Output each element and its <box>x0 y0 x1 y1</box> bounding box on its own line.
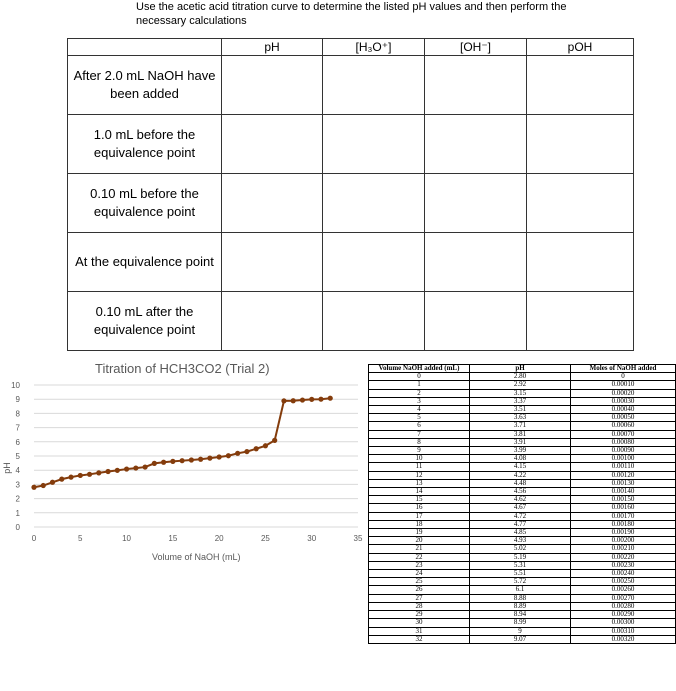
data-cell-ph: 3.63 <box>470 414 571 422</box>
data-point <box>235 451 240 456</box>
data-point <box>142 464 147 469</box>
data-cell-moles: 0.00020 <box>571 389 676 397</box>
data-cell-volume: 15 <box>369 496 470 504</box>
x-tick-label: 25 <box>260 534 270 543</box>
calc-cell-h3o[interactable] <box>323 292 425 351</box>
calc-cell-ph[interactable] <box>222 115 323 174</box>
calc-row <box>68 292 634 351</box>
y-tick-label: 7 <box>15 423 20 433</box>
data-cell-volume: 2 <box>369 389 470 397</box>
data-cell-volume: 17 <box>369 512 470 520</box>
data-point <box>59 477 64 482</box>
data-row <box>369 381 676 389</box>
data-point <box>170 459 175 464</box>
data-point <box>226 453 231 458</box>
data-point <box>105 469 110 474</box>
y-tick-label: 6 <box>15 437 20 447</box>
data-cell-volume: 19 <box>369 529 470 537</box>
data-point <box>189 457 194 462</box>
data-cell-ph: 8.94 <box>470 611 571 619</box>
data-cell-moles: 0.00150 <box>571 496 676 504</box>
calc-cell-poh[interactable] <box>527 292 634 351</box>
data-cell-moles: 0.00180 <box>571 520 676 528</box>
data-cell-volume: 7 <box>369 430 470 438</box>
data-cell-volume: 11 <box>369 463 470 471</box>
data-point <box>87 472 92 477</box>
y-tick-label: 1 <box>15 508 20 518</box>
calc-row-label: 0.10 mL after the equivalence point <box>68 292 222 351</box>
calculation-table <box>67 38 634 351</box>
calc-cell-h3o[interactable] <box>323 174 425 233</box>
data-row <box>369 545 676 553</box>
data-cell-moles: 0.00120 <box>571 471 676 479</box>
y-tick-label: 4 <box>15 466 20 476</box>
calc-header-row <box>68 39 634 56</box>
data-cell-ph: 2.80 <box>470 373 571 381</box>
data-cell-moles: 0.00250 <box>571 578 676 586</box>
data-cell-ph: 3.99 <box>470 447 571 455</box>
data-row <box>369 635 676 643</box>
data-cell-volume: 21 <box>369 545 470 553</box>
data-point <box>300 397 305 402</box>
data-cell-moles: 0.00240 <box>571 570 676 578</box>
data-cell-ph: 4.67 <box>470 504 571 512</box>
data-header-moles: Moles of NaOH added <box>571 365 676 373</box>
calc-row-label: After 2.0 mL NaOH have been added <box>68 56 222 115</box>
data-cell-volume: 16 <box>369 504 470 512</box>
data-cell-volume: 10 <box>369 455 470 463</box>
data-cell-ph: 4.62 <box>470 496 571 504</box>
chart-y-ticks <box>11 381 20 532</box>
data-cell-ph: 6.1 <box>470 586 571 594</box>
data-cell-moles: 0.00060 <box>571 422 676 430</box>
data-cell-moles: 0.00160 <box>571 504 676 512</box>
calc-header-blank <box>68 39 222 56</box>
data-cell-volume: 32 <box>369 635 470 643</box>
data-cell-volume: 23 <box>369 561 470 569</box>
calc-row-label: 0.10 mL before the equivalence point <box>68 174 222 233</box>
calc-row <box>68 233 634 292</box>
data-header-volume: Volume NaOH added (mL) <box>369 365 470 373</box>
data-cell-moles: 0.00210 <box>571 545 676 553</box>
data-row <box>369 463 676 471</box>
data-cell-moles: 0.00260 <box>571 586 676 594</box>
data-cell-ph: 8.89 <box>470 602 571 610</box>
x-tick-label: 5 <box>78 534 83 543</box>
data-cell-ph: 4.72 <box>470 512 571 520</box>
data-cell-moles: 0.00230 <box>571 561 676 569</box>
data-point <box>318 397 323 402</box>
calc-header-oh: [OH⁻] <box>425 39 527 56</box>
data-cell-moles: 0.00200 <box>571 537 676 545</box>
data-row <box>369 619 676 627</box>
data-cell-ph: 3.37 <box>470 397 571 405</box>
data-cell-ph: 3.15 <box>470 389 571 397</box>
chart-y-axis-label: pH <box>2 462 12 474</box>
data-cell-volume: 3 <box>369 397 470 405</box>
data-point <box>281 398 286 403</box>
data-point <box>244 449 249 454</box>
data-cell-ph: 8.99 <box>470 619 571 627</box>
calc-cell-poh[interactable] <box>527 115 634 174</box>
data-cell-ph: 3.51 <box>470 406 571 414</box>
data-cell-ph: 5.19 <box>470 553 571 561</box>
calc-row-label: 1.0 mL before the equivalence point <box>68 115 222 174</box>
data-cell-moles: 0.00100 <box>571 455 676 463</box>
data-cell-moles: 0.00110 <box>571 463 676 471</box>
data-point <box>180 458 185 463</box>
calc-cell-oh[interactable] <box>425 174 527 233</box>
calc-cell-oh[interactable] <box>425 115 527 174</box>
data-cell-volume: 26 <box>369 586 470 594</box>
calc-row <box>68 115 634 174</box>
data-cell-volume: 31 <box>369 627 470 635</box>
data-cell-volume: 5 <box>369 414 470 422</box>
data-cell-moles: 0.00050 <box>571 414 676 422</box>
calc-cell-h3o[interactable] <box>323 115 425 174</box>
calc-cell-ph[interactable] <box>222 56 323 115</box>
data-cell-ph: 5.02 <box>470 545 571 553</box>
raw-data-table <box>368 364 676 644</box>
data-cell-volume: 27 <box>369 594 470 602</box>
calc-cell-ph[interactable] <box>222 292 323 351</box>
data-cell-ph: 4.85 <box>470 529 571 537</box>
instructions-text: Use the acetic acid titration curve to determine the listed pH values and then perform the necessary calculations <box>136 1 567 27</box>
data-cell-moles: 0.00270 <box>571 594 676 602</box>
data-cell-moles: 0.00090 <box>571 447 676 455</box>
data-cell-ph: 4.15 <box>470 463 571 471</box>
calc-cell-ph[interactable] <box>222 174 323 233</box>
data-cell-moles: 0.00040 <box>571 406 676 414</box>
data-cell-ph: 2.92 <box>470 381 571 389</box>
data-point <box>272 438 277 443</box>
x-tick-label: 0 <box>31 534 37 543</box>
chart-grid <box>34 385 358 527</box>
data-point <box>31 485 36 490</box>
calc-cell-oh[interactable] <box>425 292 527 351</box>
data-cell-ph: 3.71 <box>470 422 571 430</box>
data-cell-ph: 4.48 <box>470 479 571 487</box>
calc-cell-ph[interactable] <box>222 233 323 292</box>
x-tick-label: 20 <box>214 534 224 543</box>
data-cell-volume: 30 <box>369 619 470 627</box>
calc-cell-h3o[interactable] <box>323 56 425 115</box>
x-tick-label: 30 <box>307 534 317 543</box>
data-point <box>115 468 120 473</box>
data-row <box>369 586 676 594</box>
calc-row <box>68 174 634 233</box>
calc-cell-poh[interactable] <box>527 174 634 233</box>
y-tick-label: 9 <box>15 395 20 405</box>
data-point <box>291 398 296 403</box>
calc-header-ph: pH <box>222 39 323 56</box>
data-point <box>263 443 268 448</box>
data-header-ph: pH <box>470 365 571 373</box>
data-cell-volume: 28 <box>369 602 470 610</box>
data-cell-ph: 9.07 <box>470 635 571 643</box>
data-cell-volume: 1 <box>369 381 470 389</box>
y-tick-label: 3 <box>15 480 20 490</box>
x-tick-label: 15 <box>168 534 178 543</box>
data-row <box>369 504 676 512</box>
calc-row <box>68 56 634 115</box>
data-cell-ph: 5.72 <box>470 578 571 586</box>
data-cell-ph: 4.08 <box>470 455 571 463</box>
data-cell-volume: 8 <box>369 438 470 446</box>
data-cell-volume: 24 <box>369 570 470 578</box>
x-tick-label: 10 <box>122 534 132 543</box>
data-cell-ph: 4.93 <box>470 537 571 545</box>
data-cell-volume: 18 <box>369 520 470 528</box>
data-point <box>68 475 73 480</box>
data-cell-volume: 12 <box>369 471 470 479</box>
data-point <box>254 446 259 451</box>
data-cell-ph: 4.22 <box>470 471 571 479</box>
data-cell-moles: 0.00030 <box>571 397 676 405</box>
chart-x-ticks <box>32 534 363 543</box>
data-cell-moles: 0.00140 <box>571 488 676 496</box>
data-cell-volume: 25 <box>369 578 470 586</box>
data-point <box>152 461 157 466</box>
calc-header-poh: pOH <box>527 39 634 56</box>
data-cell-volume: 9 <box>369 447 470 455</box>
data-cell-volume: 20 <box>369 537 470 545</box>
titration-chart <box>0 380 363 570</box>
calc-cell-poh[interactable] <box>527 56 634 115</box>
data-cell-moles: 0.00300 <box>571 619 676 627</box>
data-cell-moles: 0.00280 <box>571 602 676 610</box>
data-point <box>309 397 314 402</box>
calc-header-h3o: [H₃O⁺] <box>323 39 425 56</box>
data-cell-volume: 13 <box>369 479 470 487</box>
data-row <box>369 422 676 430</box>
data-cell-ph: 8.88 <box>470 594 571 602</box>
data-cell-moles: 0 <box>571 373 676 381</box>
data-row <box>369 627 676 635</box>
data-cell-moles: 0.00290 <box>571 611 676 619</box>
data-cell-volume: 0 <box>369 373 470 381</box>
calc-cell-poh[interactable] <box>527 233 634 292</box>
data-point <box>124 466 129 471</box>
data-point <box>217 454 222 459</box>
y-tick-label: 10 <box>11 381 20 390</box>
data-point <box>198 457 203 462</box>
data-point <box>41 483 46 488</box>
data-cell-moles: 0.00080 <box>571 438 676 446</box>
chart-x-axis-label: Volume of NaOH (mL) <box>152 552 241 562</box>
data-point <box>207 456 212 461</box>
calc-row-label: At the equivalence point <box>68 233 222 292</box>
data-cell-volume: 14 <box>369 488 470 496</box>
data-cell-moles: 0.00070 <box>571 430 676 438</box>
data-point <box>96 470 101 475</box>
data-cell-moles: 0.00010 <box>571 381 676 389</box>
data-cell-ph: 4.77 <box>470 520 571 528</box>
x-tick-label: 35 <box>353 534 363 543</box>
data-point <box>50 480 55 485</box>
data-cell-moles: 0.00190 <box>571 529 676 537</box>
data-cell-volume: 22 <box>369 553 470 561</box>
data-point <box>78 473 83 478</box>
data-cell-ph: 9 <box>470 627 571 635</box>
y-tick-label: 8 <box>15 409 20 419</box>
data-cell-moles: 0.00130 <box>571 479 676 487</box>
data-cell-ph: 3.81 <box>470 430 571 438</box>
calc-cell-oh[interactable] <box>425 56 527 115</box>
calc-cell-h3o[interactable] <box>323 233 425 292</box>
data-point <box>328 396 333 401</box>
data-cell-ph: 3.91 <box>470 438 571 446</box>
data-cell-moles: 0.00170 <box>571 512 676 520</box>
data-cell-volume: 4 <box>369 406 470 414</box>
y-tick-label: 2 <box>15 494 20 504</box>
data-cell-ph: 4.56 <box>470 488 571 496</box>
data-cell-ph: 5.51 <box>470 570 571 578</box>
data-cell-moles: 0.00310 <box>571 627 676 635</box>
data-cell-volume: 6 <box>369 422 470 430</box>
chart-title: Titration of HCH3CO2 (Trial 2) <box>95 361 270 376</box>
data-cell-moles: 0.00320 <box>571 635 676 643</box>
y-tick-label: 5 <box>15 452 20 461</box>
data-cell-moles: 0.00220 <box>571 553 676 561</box>
data-point <box>133 465 138 470</box>
data-cell-ph: 5.31 <box>470 561 571 569</box>
data-cell-volume: 29 <box>369 611 470 619</box>
data-point <box>161 460 166 465</box>
calc-cell-oh[interactable] <box>425 233 527 292</box>
y-tick-label: 0 <box>15 523 20 532</box>
